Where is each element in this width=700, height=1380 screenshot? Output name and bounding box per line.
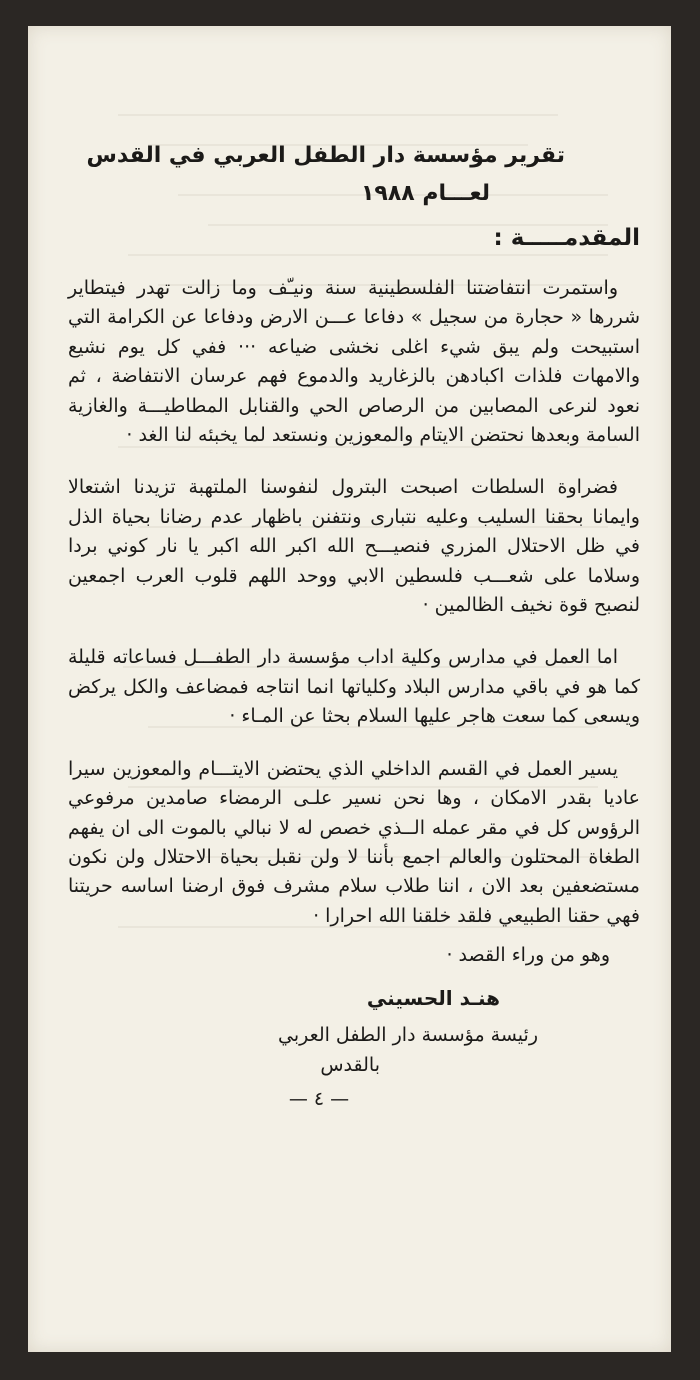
signature-name: هنـد الحسيني [366,986,500,1011]
document-title: تقرير مؤسسة دار الطفل العربي في القدس [86,143,565,168]
page-number: — ٤ — [288,1088,350,1111]
signature-place: بالقدس [320,1054,380,1077]
document-body [68,136,640,1114]
closing-line: وهو من وراء القصد · [446,944,610,967]
paragraph-schools: اما العمل في مدارس وكلية اداب مؤسسة دار الطفـــل فساعاته قليلة كما هو في باقي مدارس البلاد وكلياتها انما انتاجه فمضاعف والكل يركض ويسعى كما سعت هاجر عليها السلام بحثا عن المـاء · [68,646,640,728]
paragraph-intifada: واستمرت انتفاضتنا الفلسطينية سنة ونيـّف وما زالت تهدر فيتطاير شررها « حجارة من سجيل » دفاعا عـــن الارض ودفاعا عن الكرامة التي استبيحت ولم يبق شيء اغلى نخشى ضياعه ··· ففي كل يوم نشيع والامهات فلذات اكبادهن بالزغاريد والدموع فهم عرسان الانتفاضة ، ثم نعود لنرعى المصابين من الرصاص الحي والقنابل المطاطيـــة والغازية السامة وبعدها نحتضن الايتام والمعوزين ونستعد لما يخبئه لنا الغد · [68,277,640,447]
signature-title: رئيسة مؤسسة دار الطفل العربي [278,1024,538,1047]
paragraph-boarding-section: يسير العمل في القسم الداخلي الذي يحتضن الايتـــام والمعوزين سيرا عاديا بقدر الامكان ، وها نحن نسير علـى الرمضاء صامدين مرفوعي الرؤوس كل في مقر عمله الــذي خصص له لا نبالي بالموت الى ان يفهم الطغاة المحتلون والعالم اجمع بأننا لا ولن نقبل بحياة الاحتلال ولن نكون مستضعفين بعد الان ، اننا طلاب سلام مشرف فوق ارضنا اساسه حريتنا فهي حقنا الطبيعي فلقد خلقنا الله احرارا · [68,757,640,927]
section-heading-introduction: المقدمـــــة : [493,225,640,251]
paragraph-authorities: فضراوة السلطات اصبحت البترول لنفوسنا الملتهبة تزيدنا اشتعالا وايمانا بحقنا السليب وعليه نتبارى ونتفنن باظهار عدم رضانا بحياة الذل في ظل الاحتلال المزري فنصيـــح الله اكبر الله اكبر يا نار كوني بردا وسلاما على شعـــب فلسطين الابي ووحد اللهم قلوب العرب اجمعين لنصبح قوة نخيف الظالمين · [68,476,640,617]
document-year: لعـــام ١٩٨٨ [361,181,490,206]
document-page [28,26,671,1352]
